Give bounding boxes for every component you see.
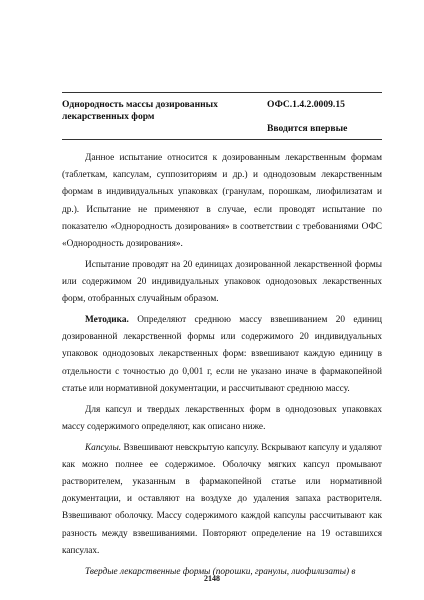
paragraph-method — [62, 312, 382, 398]
capsules-text: Взвешивают невскрытую капсулу. Вскрывают капсулу и удаляют как можно полнее ее содержимое. Оболочку мягких капсул промывают растворителем, указанным в фармакопейной статье или нормативной документации, и оставляют на воздухе до удаления запаха растворителя. Взвешивают оболочку. Массу содержимого каждой капсулы рассчитывают как разность между взвешиваниями. Повторяют определение на 19 оставшихся капсулах. — [62, 442, 382, 556]
monograph-status: Вводится впервые — [267, 123, 348, 134]
method-text: Определяют среднюю массу взвешиванием 20 единиц дозированной лекарственной формы или содержимого 20 индивидуальных упаковок однодозовых лекарственных форм: взвешивают каждую единицу в отдельности с точностью до 0,001 г, если не указано иначе в фармакопейной статье или нормативной документации, и рассчитывают среднюю массу. — [62, 315, 382, 394]
capsules-heading: Капсулы. — [85, 442, 122, 453]
monograph-code-block — [267, 99, 382, 135]
paragraph-intro: Данное испытание относится к дозированным лекарственным формам (таблеткам, капсулам, суппозиториям и др.) и однодозовым лекарственным формам в индивидуальных упаковках (гранулам, порошкам, лиофилизатам и др.). Испытание не применяют в случае, если проводят испытание по показателю «Однородность дозирования» в соответствии с требованиями ОФС «Однородность дозирования». — [62, 153, 382, 250]
monograph-code: ОФС.1.4.2.0009.15 — [267, 99, 345, 110]
document-body — [62, 150, 382, 584]
paragraph-sample: Испытание проводят на 20 единицах дозированной лекарственной формы или содержимом 20 индивидуальных упаковок однодозовых лекарственных форм, отобранных случайным образом. — [62, 259, 382, 305]
method-heading: Методика. — [85, 315, 129, 326]
top-rule — [62, 92, 382, 93]
paragraph-capsules — [62, 440, 382, 560]
paragraph-capsules-intro: Для капсул и твердых лекарственных форм в однодозовых упаковках массу содержимого определяют, как описано ниже. — [62, 404, 382, 432]
monograph-title: Однородность массы дозированных лекарственных форм — [62, 99, 218, 122]
header-bottom-rule — [62, 139, 382, 140]
solid-forms-heading: Твердые лекарственные формы (порошки, гранулы, лиофилизаты) в — [85, 566, 356, 577]
page-number: 2148 — [204, 574, 220, 583]
